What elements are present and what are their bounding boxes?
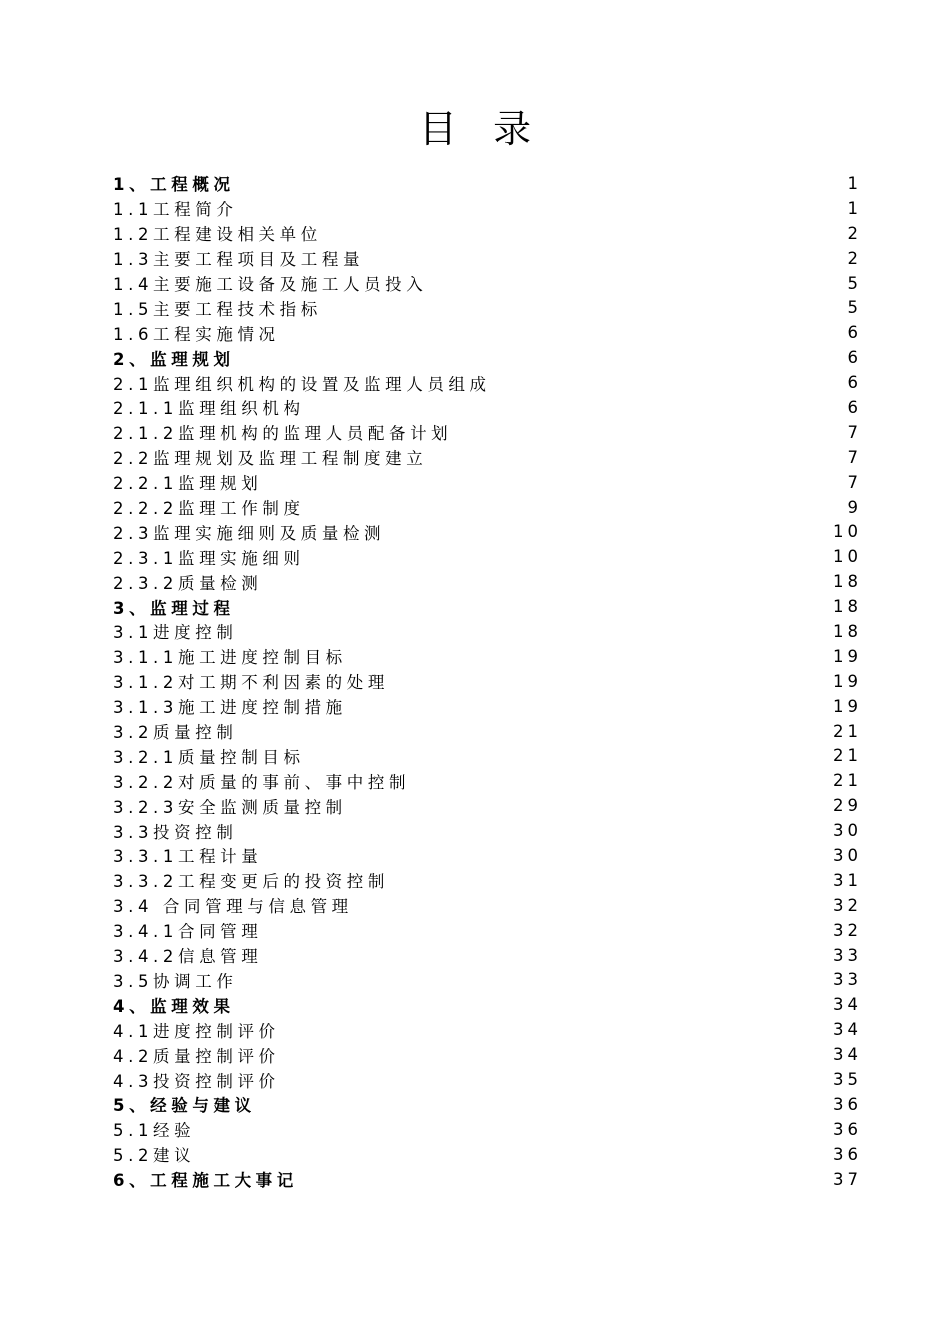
toc-entry-page-number: 18 bbox=[833, 597, 862, 617]
toc-entry-label: 1.5主要工程技术指标 bbox=[113, 299, 322, 319]
toc-entry-label: 3.3投资控制 bbox=[113, 822, 238, 842]
toc-entry[interactable] bbox=[113, 345, 862, 370]
toc-entry[interactable] bbox=[113, 843, 862, 868]
toc-entry[interactable] bbox=[113, 694, 862, 719]
toc-entry[interactable] bbox=[113, 370, 862, 395]
toc-entry[interactable] bbox=[113, 420, 862, 445]
toc-entry-page-number: 18 bbox=[833, 621, 862, 641]
toc-entry-label: 2.1.1监理组织机构 bbox=[113, 399, 305, 419]
toc-entry[interactable] bbox=[113, 893, 862, 918]
toc-entry-page-number: 1 bbox=[847, 173, 862, 193]
toc-entry-page-number: 7 bbox=[847, 422, 862, 442]
toc-entry-page-number: 19 bbox=[833, 696, 862, 716]
toc-entry-label: 3、监理过程 bbox=[113, 598, 235, 618]
toc-entry-label: 4.1进度控制评价 bbox=[113, 1021, 280, 1041]
toc-entry-label: 3.3.1工程计量 bbox=[113, 847, 263, 867]
toc-entry[interactable] bbox=[113, 968, 862, 993]
toc-entry-page-number: 33 bbox=[833, 945, 862, 965]
toc-entry-label: 5.1经验 bbox=[113, 1121, 196, 1141]
toc-entry-page-number: 1 bbox=[847, 198, 862, 218]
toc-entry[interactable] bbox=[113, 295, 862, 320]
toc-entry-label: 3.1.3施工进度控制措施 bbox=[113, 698, 347, 718]
toc-entry[interactable] bbox=[113, 918, 862, 943]
toc-entry-label: 2、监理规划 bbox=[113, 349, 235, 369]
toc-entry[interactable] bbox=[113, 395, 862, 420]
toc-entry[interactable] bbox=[113, 1092, 862, 1117]
toc-entry-page-number: 21 bbox=[833, 771, 862, 791]
toc-entry-label: 1.3主要工程项目及工程量 bbox=[113, 250, 365, 270]
toc-entry-label: 4.2质量控制评价 bbox=[113, 1046, 280, 1066]
toc-entry-label: 6、工程施工大事记 bbox=[113, 1171, 298, 1191]
toc-entry[interactable] bbox=[113, 1167, 862, 1192]
toc-entry-page-number: 21 bbox=[833, 721, 862, 741]
toc-entry-page-number: 5 bbox=[847, 273, 862, 293]
toc-entry[interactable] bbox=[113, 818, 862, 843]
toc-entry-label: 3.2.1质量控制目标 bbox=[113, 747, 305, 767]
toc-entry[interactable] bbox=[113, 868, 862, 893]
toc-entry-page-number: 34 bbox=[833, 1045, 862, 1065]
toc-entry[interactable] bbox=[113, 519, 862, 544]
toc-entry[interactable] bbox=[113, 992, 862, 1017]
toc-entry[interactable] bbox=[113, 495, 862, 520]
toc-entry[interactable] bbox=[113, 1042, 862, 1067]
toc-entry-page-number: 19 bbox=[833, 646, 862, 666]
toc-entry[interactable] bbox=[113, 768, 862, 793]
toc-entry-label: 2.3.1监理实施细则 bbox=[113, 548, 305, 568]
toc-entry-label: 2.3.2质量检测 bbox=[113, 573, 263, 593]
toc-entry-label: 4、监理效果 bbox=[113, 996, 235, 1016]
toc-entry-page-number: 34 bbox=[833, 995, 862, 1015]
toc-entry-label: 3.4.1合同管理 bbox=[113, 922, 263, 942]
toc-entry[interactable] bbox=[113, 719, 862, 744]
toc-entry-label: 3.4.2信息管理 bbox=[113, 947, 263, 967]
toc-entry-label: 3.2.2对质量的事前、事中控制 bbox=[113, 772, 411, 792]
toc-entry-label: 5、经验与建议 bbox=[113, 1096, 256, 1116]
toc-entry-page-number: 6 bbox=[847, 323, 862, 343]
toc-entry-page-number: 6 bbox=[847, 348, 862, 368]
toc-entry-page-number: 7 bbox=[847, 472, 862, 492]
toc-entry-label: 3.1.2对工期不利因素的处理 bbox=[113, 673, 389, 693]
toc-entry-page-number: 21 bbox=[833, 746, 862, 766]
toc-entry-label: 1、工程概况 bbox=[113, 175, 235, 195]
toc-entry-label: 3.1.1施工进度控制目标 bbox=[113, 648, 347, 668]
toc-entry[interactable] bbox=[113, 470, 862, 495]
toc-entry-label: 3.3.2工程变更后的投资控制 bbox=[113, 872, 389, 892]
toc-entry[interactable] bbox=[113, 1067, 862, 1092]
toc-entry-label: 3.5协调工作 bbox=[113, 971, 238, 991]
toc-entry[interactable] bbox=[113, 544, 862, 569]
toc-entry[interactable] bbox=[113, 1117, 862, 1142]
toc-entry[interactable] bbox=[113, 669, 862, 694]
toc-entry-page-number: 34 bbox=[833, 1020, 862, 1040]
toc-entry-label: 3.1进度控制 bbox=[113, 623, 238, 643]
toc-entry-page-number: 6 bbox=[847, 373, 862, 393]
toc-entry-page-number: 36 bbox=[833, 1094, 862, 1114]
toc-entry[interactable] bbox=[113, 320, 862, 345]
toc-entry-page-number: 33 bbox=[833, 970, 862, 990]
toc-entry-label: 2.2.1监理规划 bbox=[113, 474, 263, 494]
toc-entry[interactable] bbox=[113, 1142, 862, 1167]
toc-entry-page-number: 18 bbox=[833, 572, 862, 592]
toc-entry-label: 2.1监理组织机构的设置及监理人员组成 bbox=[113, 374, 491, 394]
toc-entry[interactable] bbox=[113, 793, 862, 818]
toc-entry-label: 1.2工程建设相关单位 bbox=[113, 225, 322, 245]
toc-entry-page-number: 10 bbox=[833, 547, 862, 567]
toc-entry[interactable] bbox=[113, 221, 862, 246]
toc-entry[interactable] bbox=[113, 569, 862, 594]
toc-entry-page-number: 31 bbox=[833, 870, 862, 890]
toc-entry[interactable] bbox=[113, 196, 862, 221]
toc-entry-page-number: 5 bbox=[847, 298, 862, 318]
toc-entry-page-number: 35 bbox=[833, 1070, 862, 1089]
toc-entry-label: 2.1.2监理机构的监理人员配备计划 bbox=[113, 424, 453, 444]
toc-entry[interactable] bbox=[113, 743, 862, 768]
toc-entry-page-number: 19 bbox=[833, 671, 862, 691]
toc-entry-page-number: 2 bbox=[847, 248, 862, 268]
toc-entry-page-number: 6 bbox=[847, 397, 862, 417]
toc-entry[interactable] bbox=[113, 594, 862, 619]
toc-entry-label: 1.6工程实施情况 bbox=[113, 324, 280, 344]
page-title: 目 录 bbox=[418, 107, 532, 151]
toc-entry-label: 4.3投资控制评价 bbox=[113, 1071, 280, 1091]
toc-entry[interactable] bbox=[113, 943, 862, 968]
toc-entry[interactable] bbox=[113, 271, 862, 296]
toc-entry-label: 3.2质量控制 bbox=[113, 723, 238, 743]
toc-entry[interactable] bbox=[113, 644, 862, 669]
toc-entry-label: 2.3监理实施细则及质量检测 bbox=[113, 523, 386, 543]
toc-entry-label: 3.2.3安全监测质量控制 bbox=[113, 797, 347, 817]
toc-entry-page-number: 29 bbox=[833, 796, 862, 816]
toc-entry-page-number: 32 bbox=[833, 920, 862, 940]
toc-entry[interactable] bbox=[113, 171, 862, 196]
toc-entry-label: 1.4主要施工设备及施工人员投入 bbox=[113, 275, 428, 294]
toc-entry-label: 5.2建议 bbox=[113, 1146, 196, 1166]
table-of-contents bbox=[113, 171, 862, 1192]
toc-entry-label: 2.2监理规划及监理工程制度建立 bbox=[113, 449, 428, 469]
toc-entry-page-number: 7 bbox=[847, 447, 862, 467]
toc-entry-page-number: 2 bbox=[847, 223, 862, 243]
toc-entry[interactable] bbox=[113, 246, 862, 271]
toc-entry-page-number: 9 bbox=[847, 497, 862, 517]
toc-entry[interactable] bbox=[113, 445, 862, 470]
toc-entry[interactable] bbox=[113, 619, 862, 644]
toc-entry-page-number: 32 bbox=[833, 895, 862, 915]
toc-entry-page-number: 30 bbox=[833, 821, 862, 841]
toc-entry-page-number: 10 bbox=[833, 522, 862, 542]
toc-entry-label: 2.2.2监理工作制度 bbox=[113, 499, 305, 519]
toc-entry-page-number: 36 bbox=[833, 1144, 862, 1164]
toc-entry-page-number: 37 bbox=[833, 1169, 862, 1189]
toc-entry-label: 3.4 合同管理与信息管理 bbox=[113, 897, 353, 917]
toc-entry-label: 1.1工程简介 bbox=[113, 200, 238, 220]
toc-entry-page-number: 30 bbox=[833, 845, 862, 865]
toc-entry-page-number: 36 bbox=[833, 1119, 862, 1139]
toc-entry[interactable] bbox=[113, 1017, 862, 1042]
